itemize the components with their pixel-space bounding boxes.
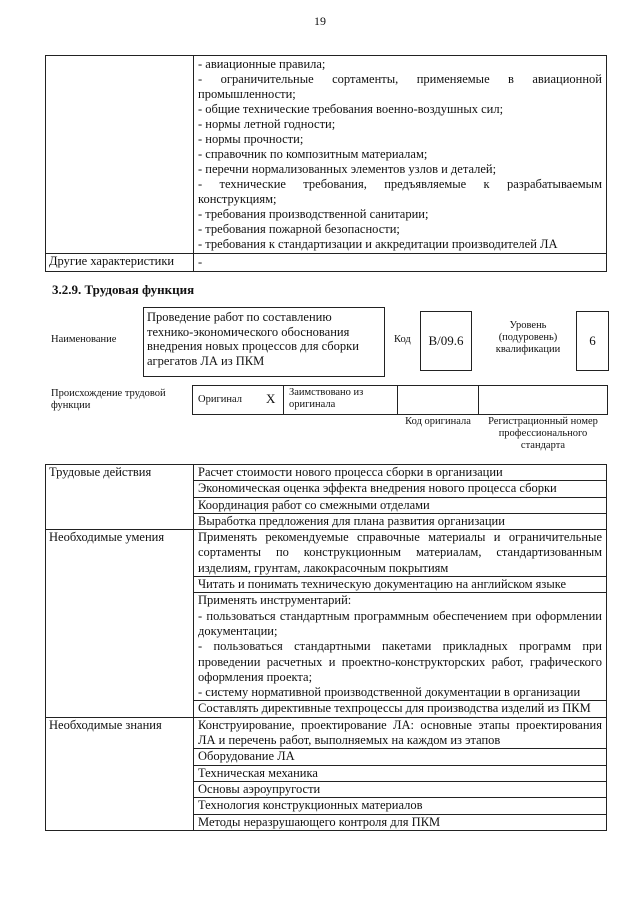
other-characteristics-label: Другие характеристики	[46, 254, 194, 272]
table-cell: Основы аэроупругости	[194, 781, 607, 797]
list-item: - ограничительные сортаменты, применяемые в авиационной промышленности;	[198, 72, 602, 101]
table-cell: Координация работ со смежными отделами	[194, 497, 607, 513]
list-item: - технические требования, предъявляемые к разрабатываемым конструкциям;	[198, 177, 602, 206]
table-cell: Конструирование, проектирование ЛА: основные этапы проектирования ЛА и перечень работ, выполняемых на каждом из этапов	[194, 717, 607, 749]
origin-label: Происхождение трудовой функции	[51, 388, 166, 411]
list-item: - нормы летной годности;	[198, 117, 336, 131]
table-cell: Методы неразрушающего контроля для ПКМ	[194, 814, 607, 830]
table-cell: Применять рекомендуемые справочные материалы и ограничительные сортаменты по конструкционным материалам, стандартизованным изделиям, грунтам, лакокрасочным покрытиям	[194, 530, 607, 577]
table-cell: Выработка предложения для плана развития организации	[194, 513, 607, 529]
origin-row	[192, 385, 608, 415]
empty-label-cell	[46, 56, 194, 254]
section-heading: 3.2.9. Трудовая функция	[52, 282, 195, 297]
divider	[478, 385, 479, 415]
table-cell: Оборудование ЛА	[194, 749, 607, 765]
divider	[283, 385, 284, 415]
table-cell: Расчет стоимости нового процесса сборки в организации	[194, 465, 607, 481]
list-item: - требования производственной санитарии;	[198, 207, 429, 221]
qualification-level-value: 6	[576, 311, 609, 371]
skill-line: - систему нормативной производственной документации в организации	[198, 685, 581, 700]
list-item: - общие технические требования военно-воздушных сил;	[198, 102, 504, 116]
requirements-list	[194, 56, 607, 254]
code-label: Код	[394, 334, 411, 345]
table-cell: Техническая механика	[194, 765, 607, 781]
function-name-value: Проведение работ по составлению технико-экономического обоснования внедрения новых процессов для сборки агрегатов ЛА из ПКМ	[143, 307, 385, 377]
skill-line: - пользоваться стандартным программным обеспечением при оформлении документации;	[198, 608, 602, 638]
list-item: - требования пожарной безопасности;	[198, 222, 400, 236]
list-item: - справочник по композитным материалам;	[198, 147, 428, 161]
reg-number-label: Регистрационный номер профессионального стандарта	[488, 416, 598, 451]
requirements-table	[45, 55, 607, 272]
skills-label: Необходимые умения	[46, 530, 194, 718]
borrowed-label: Заимствовано из оригинала	[289, 387, 364, 410]
code-value: B/09.6	[420, 311, 472, 371]
code-original-label: Код оригинала	[405, 416, 471, 427]
table-cell	[194, 593, 607, 701]
list-item: - авиационные правила;	[198, 57, 326, 71]
table-cell: Технология конструкционных материалов	[194, 798, 607, 814]
divider	[397, 385, 398, 415]
labor-function-table	[45, 464, 607, 831]
table-cell: Читать и понимать техническую документацию на английском языке	[194, 577, 607, 593]
original-mark: X	[266, 391, 276, 406]
list-item: - требования к стандартизации и аккредитации производителей ЛА	[198, 237, 558, 251]
table-cell: Экономическая оценка эффекта внедрения нового процесса сборки	[194, 481, 607, 497]
table-cell: Составлять директивные техпроцессы для производства изделий из ПКМ	[194, 701, 607, 717]
skill-line: - пользоваться стандартными пакетами прикладных программ при проведении расчетных и проектно-конструкторских работ, графического оформления проекта;	[198, 639, 602, 684]
page-number: 19	[314, 14, 326, 28]
labor-actions-label: Трудовые действия	[46, 465, 194, 530]
list-item: - перечни нормализованных элементов узлов и деталей;	[198, 162, 497, 176]
qualification-level-label: Уровень (подуровень) квалификации	[495, 320, 561, 355]
skill-line: Применять инструментарий:	[198, 593, 352, 608]
original-label: Оригинал	[198, 394, 242, 405]
knowledge-label: Необходимые знания	[46, 717, 194, 830]
name-label: Наименование	[51, 334, 117, 345]
other-characteristics-value: -	[194, 254, 607, 272]
list-item: - нормы прочности;	[198, 132, 304, 146]
